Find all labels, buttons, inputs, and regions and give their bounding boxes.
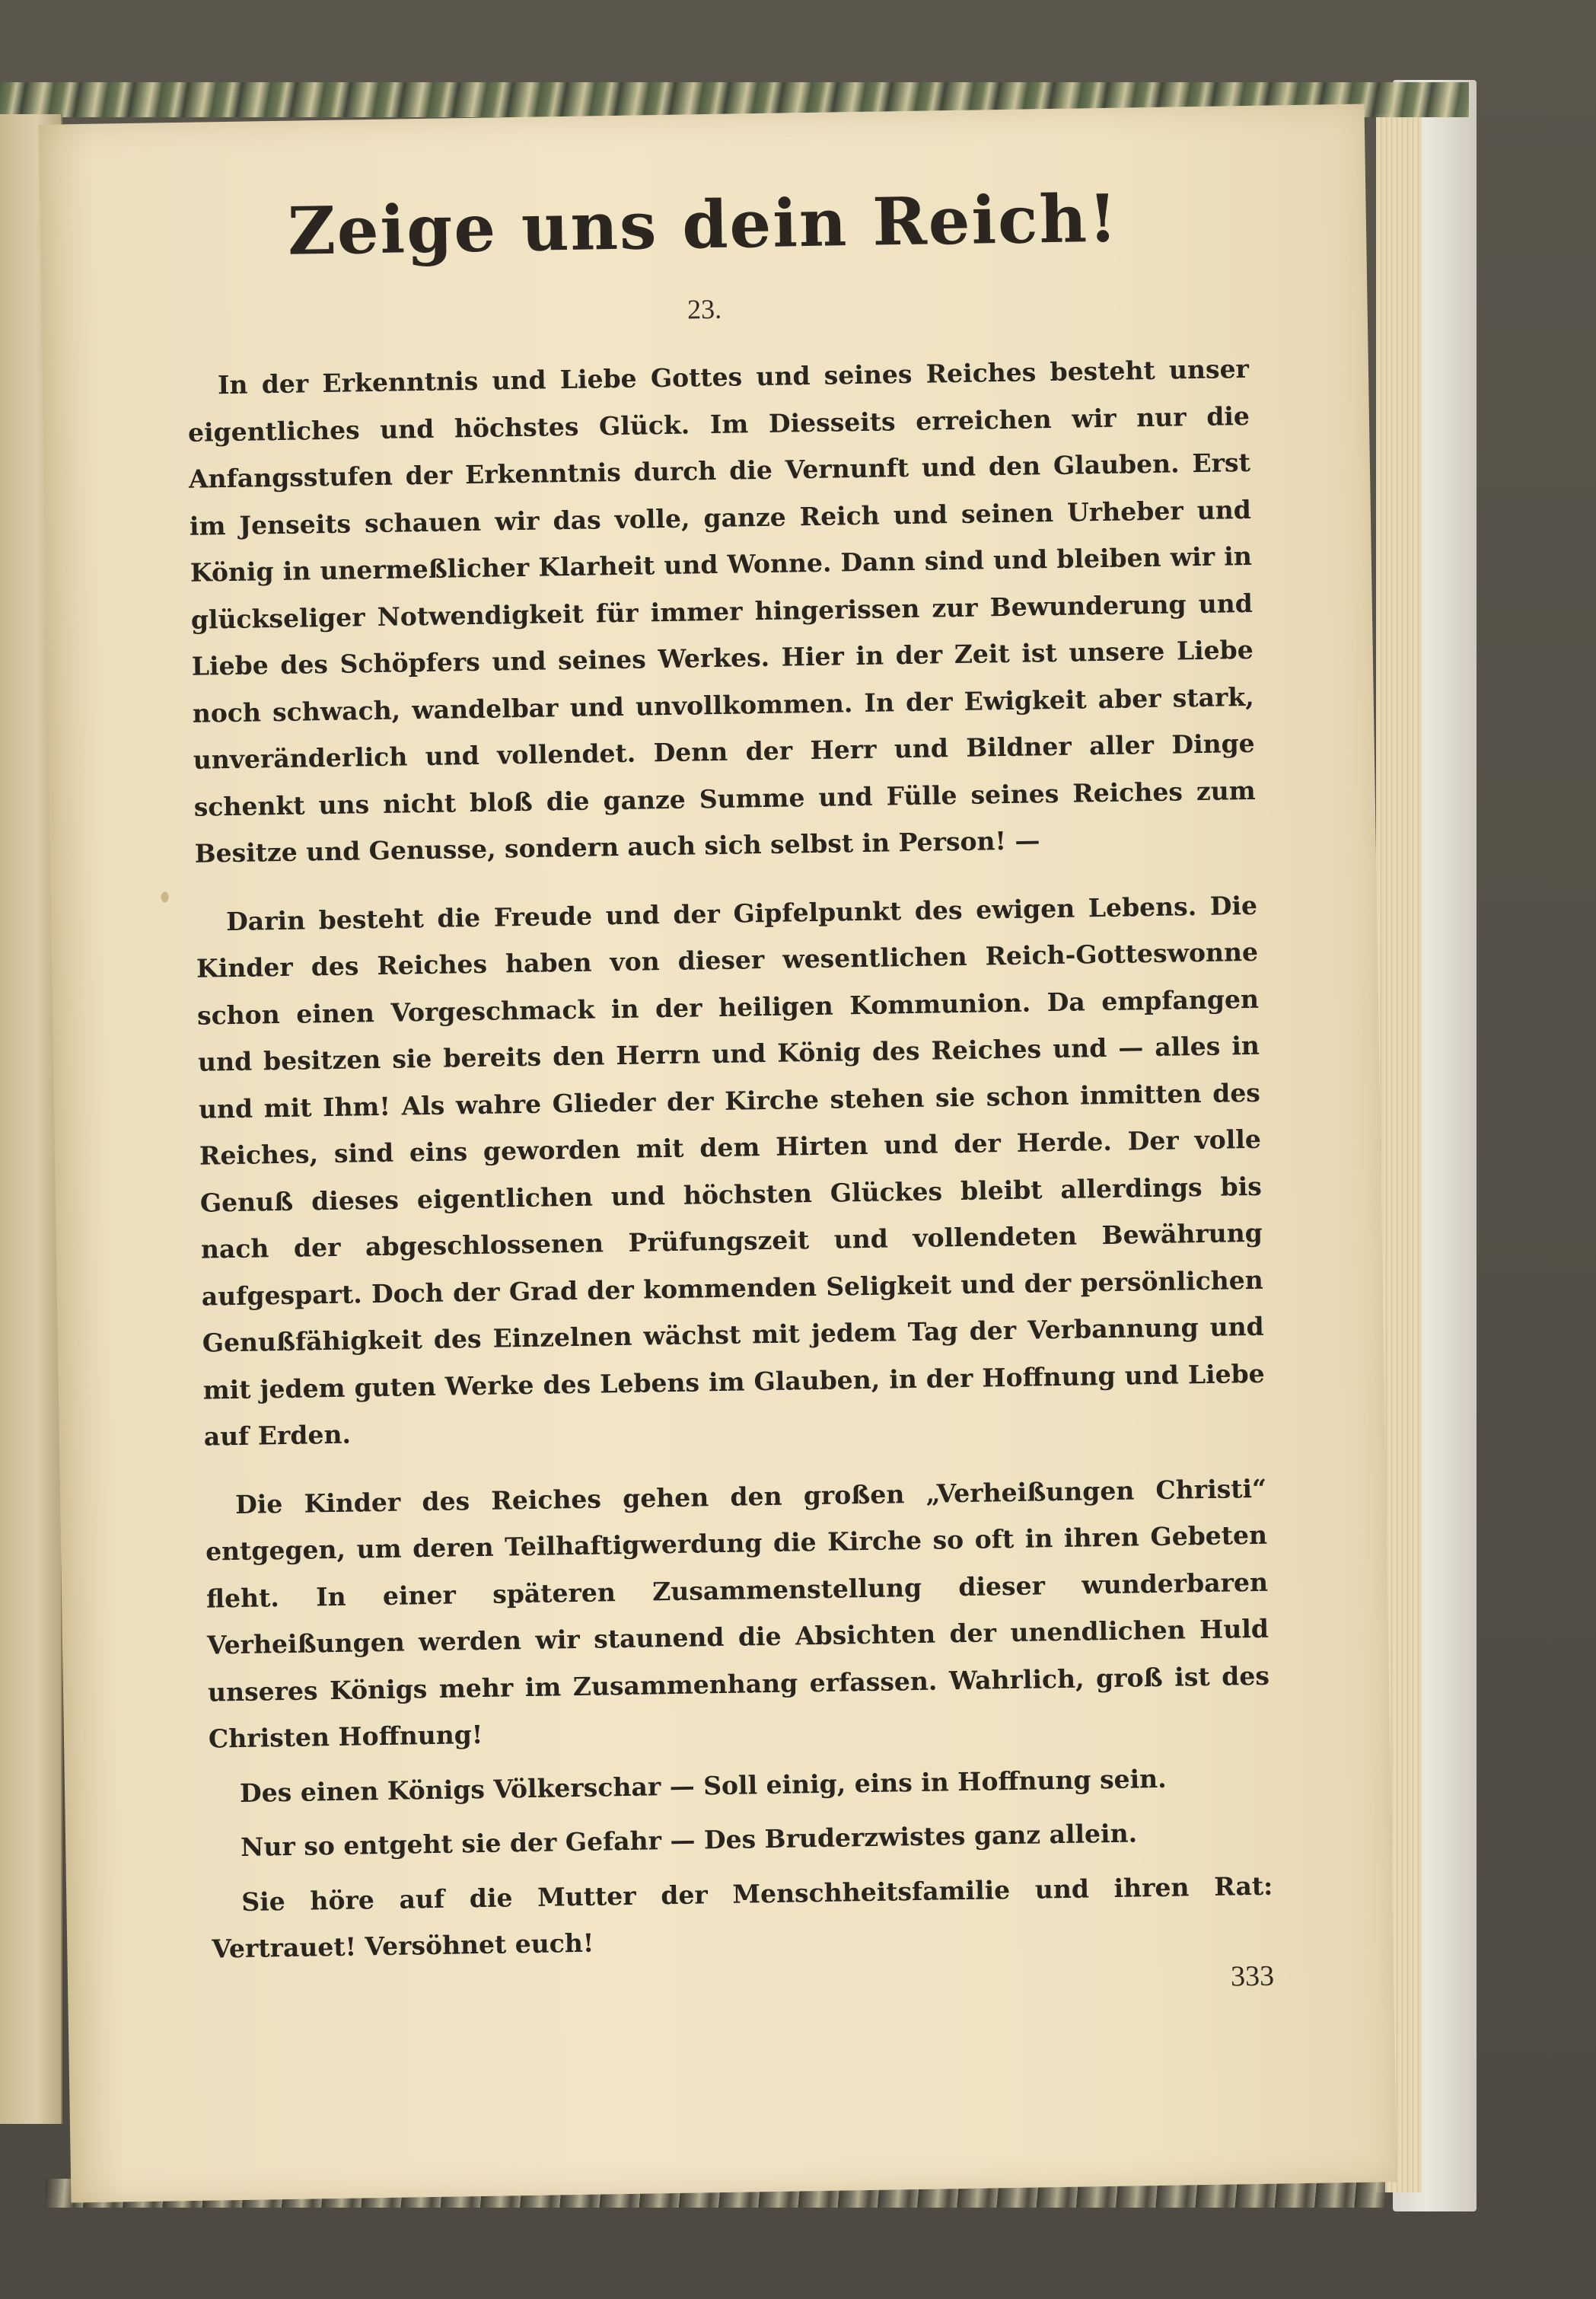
verse-line-2: Nur so entgeht sie der Gefahr — Des Bruderzwistes ganz allein. [240,1818,1138,1862]
verse-line-1: Des einen Königs Völkerschar — Soll einig, eins in Hoffnung sein. [239,1763,1167,1808]
paragraph-2: Darin besteht die Freude und der Gipfelpunkt des ewigen Lebens. Die Kinder des Reiches haben von dieser wesentlichen Reich-Gotteswonne schon einen Vorgeschmack in der heiligen Kommunion. Da empfangen und besitzen sie bereits den Herrn und König des Reiches und — alles in und mit Ihm! Als wahre Glieder der Kirche stehen sie schon inmitten des Reiches, sind eins geworden mit dem Hirten und der Herde. Der volle Genuß dieses eigentlichen und höchsten Glückes bleibt allerdings bis nach der abgeschlossenen Prüfungszeit und vollendeten Bewährung aufgespart. Doch der Grad der kommenden Seligkeit und der persönlichen Genußfähigkeit des Einzelnen wächst mit jedem Tag der Verbannung und mit jedem guten Werke des Lebens im Glauben, in der Hoffnung und Liebe auf Erden. [196,890,1265,1452]
book-page [39,104,1397,2202]
body-text [187,346,1274,1972]
paragraph-3: Die Kinder des Reiches gehen den großen „Verheißungen Christi“ entgegen, um deren Teilhaftigwerdung die Kirche so oft in ihren Gebeten fleht. In einer späteren Zusammenstellung dieser wunderbaren Verheißungen werden wir staunend die Absichten der unendlichen Huld unseres Königs mehr im Zusammenhang erfassen. Wahrlich, groß ist des Christen Hoffnung! [205,1473,1270,1754]
page-title: Zeige uns dein Reich! [287,180,1120,270]
paper-stain [161,891,169,902]
verse-line-3: Sie höre auf die Mutter der Menschheitsfamilie und ihren Rat: Vertrauet! Versöhnet euch! [212,1870,1273,1964]
section-number: 23. [687,293,722,325]
page-number: 333 [1230,1959,1275,1993]
paragraph-1: In der Erkenntnis und Liebe Gottes und seines Reiches besteht unser eigentliches und höchstes Glück. Im Diesseits erreichen wir nur die Anfangsstufen der Erkenntnis durch die Vernunft und den Glauben. Erst im Jenseits schauen wir das volle, ganze Reich und seinen Urheber und König in unermeßlicher Klarheit und Wonne. Dann sind und bleiben wir in glückseliger Notwendigkeit für immer hingerissen zur Bewunderung und Liebe des Schöpfers und seines Werkes. Hier in der Zeit ist unsere Liebe noch schwach, wandelbar und unvollkommen. In der Ewigkeit aber stark, unveränderlich und vollendet. Denn der Herr und Bildner aller Dinge schenkt uns nicht bloß die ganze Summe und Fülle seines Reiches zum Besitze und Genusse, sondern auch sich selbst in Person! — [187,353,1256,869]
